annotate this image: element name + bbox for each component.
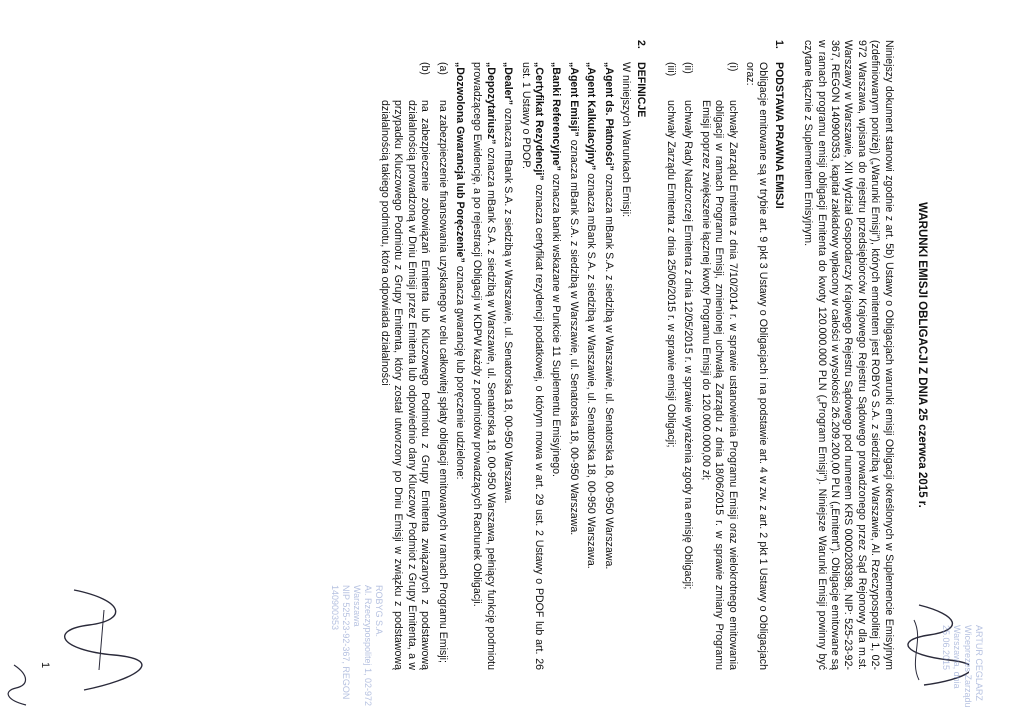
page-number: 1 bbox=[39, 662, 51, 669]
section-2-title: DEFINICJE bbox=[635, 62, 648, 118]
definition-text: oznacza mBank S.A. z siedzibą w Warszawie, ul. Senatorska 18, 00-950 Warszawa. bbox=[567, 136, 580, 536]
list-item-number: (iii) bbox=[664, 62, 677, 77]
definition-term: „Banki Referencyjne” bbox=[550, 62, 563, 171]
definition-text: oznacza certyfikat rezydencji podatkowej, o którym mowa w art. 29 ust. 2 Ustawy o PDOF lub art. 26 ust. 1 Ustawy o PDOP. bbox=[519, 62, 546, 671]
section-2 bbox=[378, 40, 648, 670]
definition-text: oznacza mBank S.A. z siedzibą w Warszawie, ul. Senatorska 18, 00-950 Warszawa. bbox=[602, 170, 615, 570]
list-item-text: uchwały Rady Nadzorczej Emitenta z dnia 12/05/2015 r. w sprawie wyrażenia zgody na emisję Obligacji; bbox=[682, 100, 695, 590]
list-item-text: na zabezpieczenie finansowania uzyskanego w celu całkowitej spłaty obligacji emitowanych w ramach Programu Emisji; bbox=[436, 100, 449, 663]
definition bbox=[601, 62, 614, 670]
list-item-number: (i) bbox=[726, 62, 739, 72]
definition bbox=[584, 62, 597, 670]
definition-term: „Agent ds. Płatności” bbox=[602, 62, 615, 171]
list-item-number: (b) bbox=[419, 62, 432, 75]
section-1-body bbox=[664, 40, 770, 670]
stamp-right-line: NIP 525-23-92-367, REGON 140900353 bbox=[330, 585, 351, 700]
definition-text: oznacza mBank S.A. z siedzibą w Warszawie, ul. Senatorska 18, 00-950 Warszawa, pełniący funkcję podmiotu prowadzącego Ewidencję, a po rejestracji Obligacji w KDPW każdy z podmiotów prowadzących Rachunek Obligacji. bbox=[471, 62, 497, 670]
definition-text: oznacza mBank S.A. z siedzibą w Warszawie, ul. Senatorska 18, 00-950 Warszawa. bbox=[585, 170, 598, 569]
definition-term: „Certyfikat Rezydencji” bbox=[533, 62, 546, 181]
stamp-right-line: Al. Rzeczypospolitej 1, 02-972 Warszawa bbox=[352, 585, 373, 707]
definition-text: oznacza gwarancję lub poręczenie udzielone: bbox=[454, 262, 467, 480]
document-content bbox=[374, 40, 928, 670]
stamp-left-line: Warszawa, dnia 25.06.2015 bbox=[941, 625, 962, 689]
section-2-lead: W niniejszych Warunkach Emisji: bbox=[620, 62, 633, 218]
initials-icon bbox=[4, 660, 34, 710]
definition bbox=[518, 62, 545, 670]
section-2-body bbox=[378, 40, 633, 670]
list-item-text: uchwały Zarządu Emitenta z dnia 25/06/2015 r. w sprawie emisji Obligacji; bbox=[664, 100, 677, 448]
list-item-text: uchwały Zarządu Emitenta z dnia 7/10/2014 r. w sprawie ustanowienia Programu Emisji oraz wielokrotnego emitowania obligacji w ramach Programu Emisji, zmienionej uchwałą Zarządu z dnia 18/06/2015 r. w sprawie zmiany Programu Emisji poprzez zwiększenie łącznej kwoty Programu Emisji do 120.000.000,00 zł; bbox=[699, 100, 739, 670]
definition-term: „Agent Kalkulacyjny” bbox=[585, 62, 598, 171]
list-item bbox=[698, 62, 738, 670]
section-1-number: 1. bbox=[772, 40, 785, 49]
section-1-heading bbox=[771, 40, 784, 670]
definition bbox=[470, 62, 497, 670]
intro-paragraph: Niniejszy dokument stanowi zgodnie z art. 5b) Ustawy o Obligacjach warunki emisji Obligacji określonych w Suplemencie Emisyjnym (zdefiniowanym poniżej) („Warunki Emisji”), których emitentem jest ROBYG S.A. z siedzibą w Warszawie, Al. Rzeczypospolitej 1, 02-972 Warszawa, wpisana do rejestru przedsiębiorców Krajowego Rejestru Sądowego prowadzonego przez Sąd Rejonowy dla m.st. Warszawy w Warszawie, XII Wydział Gospodarczy Krajowego Rejestru Sądowego pod numerem KRS 0000208398, NIP: 525-23-92-367, REGON 140900353, kapitał zakładowy wpłacony w całości w wysokości 26.209.200,00 PLN („Emitent”). Obligacje emitowane są w ramach programu emisji obligacji Emitenta do kwoty 120.000.000 PLN („Program Emisji”). Niniejsze Warunki Emisji powinny być czytane łącznie z Suplementem Emisyjnym. bbox=[802, 40, 895, 670]
definition-term: „Dealer” bbox=[502, 62, 515, 105]
section-2-heading bbox=[634, 40, 647, 670]
definition bbox=[566, 62, 579, 670]
stamp-left-line: ARTUR CEGLARZ bbox=[974, 625, 984, 701]
definition-term: „Agent Emisji” bbox=[567, 62, 580, 137]
list-item-number: (ii) bbox=[682, 62, 695, 74]
section-1-lead: Obligacje emitowane są w trybie art. 9 pkt 3 Ustawy o Obligacjach i na podstawie art. 4 w zw. z art. 2 pkt 1 Ustawy o Obligacjach oraz: bbox=[743, 62, 770, 670]
definition-text: oznacza mBank S.A. z siedzibą w Warszawie, ul. Senatorska 18, 00-950 Warszawa. bbox=[502, 105, 515, 504]
definition bbox=[501, 62, 514, 670]
list-item-number: (a) bbox=[436, 62, 449, 75]
list-item bbox=[681, 62, 694, 670]
list-item bbox=[378, 62, 432, 670]
definition-term: „Depozytariusz” bbox=[484, 62, 497, 145]
section-1 bbox=[664, 40, 785, 670]
document-title: WARUNKI EMISJI OBLIGACJI Z DNIA 25 czerwca 2015 r. bbox=[916, 202, 928, 508]
definition bbox=[549, 62, 562, 670]
signature-right-icon bbox=[54, 580, 144, 700]
stamp-left bbox=[940, 625, 984, 724]
list-item-text: na zabezpieczenie zobowiązań Emitenta lub Kluczowego Podmiotu z Grupy Emitenta związanych z podstawową działalnością prowadzoną w Dniu Emisji przez Emitenta lub odpowiednio dany Kluczowy Podmiot z Grupy Emitenta, a w przypadku Kluczowego Podmiotu z Grupy Emitenta, który został utworzony po Dniu Emisji w związku z podstawową działalnością takiego podmiotu, która odpowiada działalności bbox=[379, 100, 432, 670]
list-item bbox=[664, 62, 677, 670]
list-item bbox=[435, 62, 448, 670]
section-1-title: PODSTAWA PRAWNA EMISJI bbox=[772, 62, 785, 209]
stamp-right-line: ROBYG S.A. bbox=[374, 585, 384, 638]
definition bbox=[453, 62, 466, 670]
definition-text: oznacza banki wskazane w Punkcie 11 Suplementu Emisyjnego. bbox=[550, 170, 563, 477]
section-2-number: 2. bbox=[635, 40, 648, 49]
stamp-left-line: Wiceprezes Zarządu bbox=[963, 625, 973, 708]
definition-term: „Dozwolona Gwarancja lub Poręczenie” bbox=[454, 62, 467, 263]
